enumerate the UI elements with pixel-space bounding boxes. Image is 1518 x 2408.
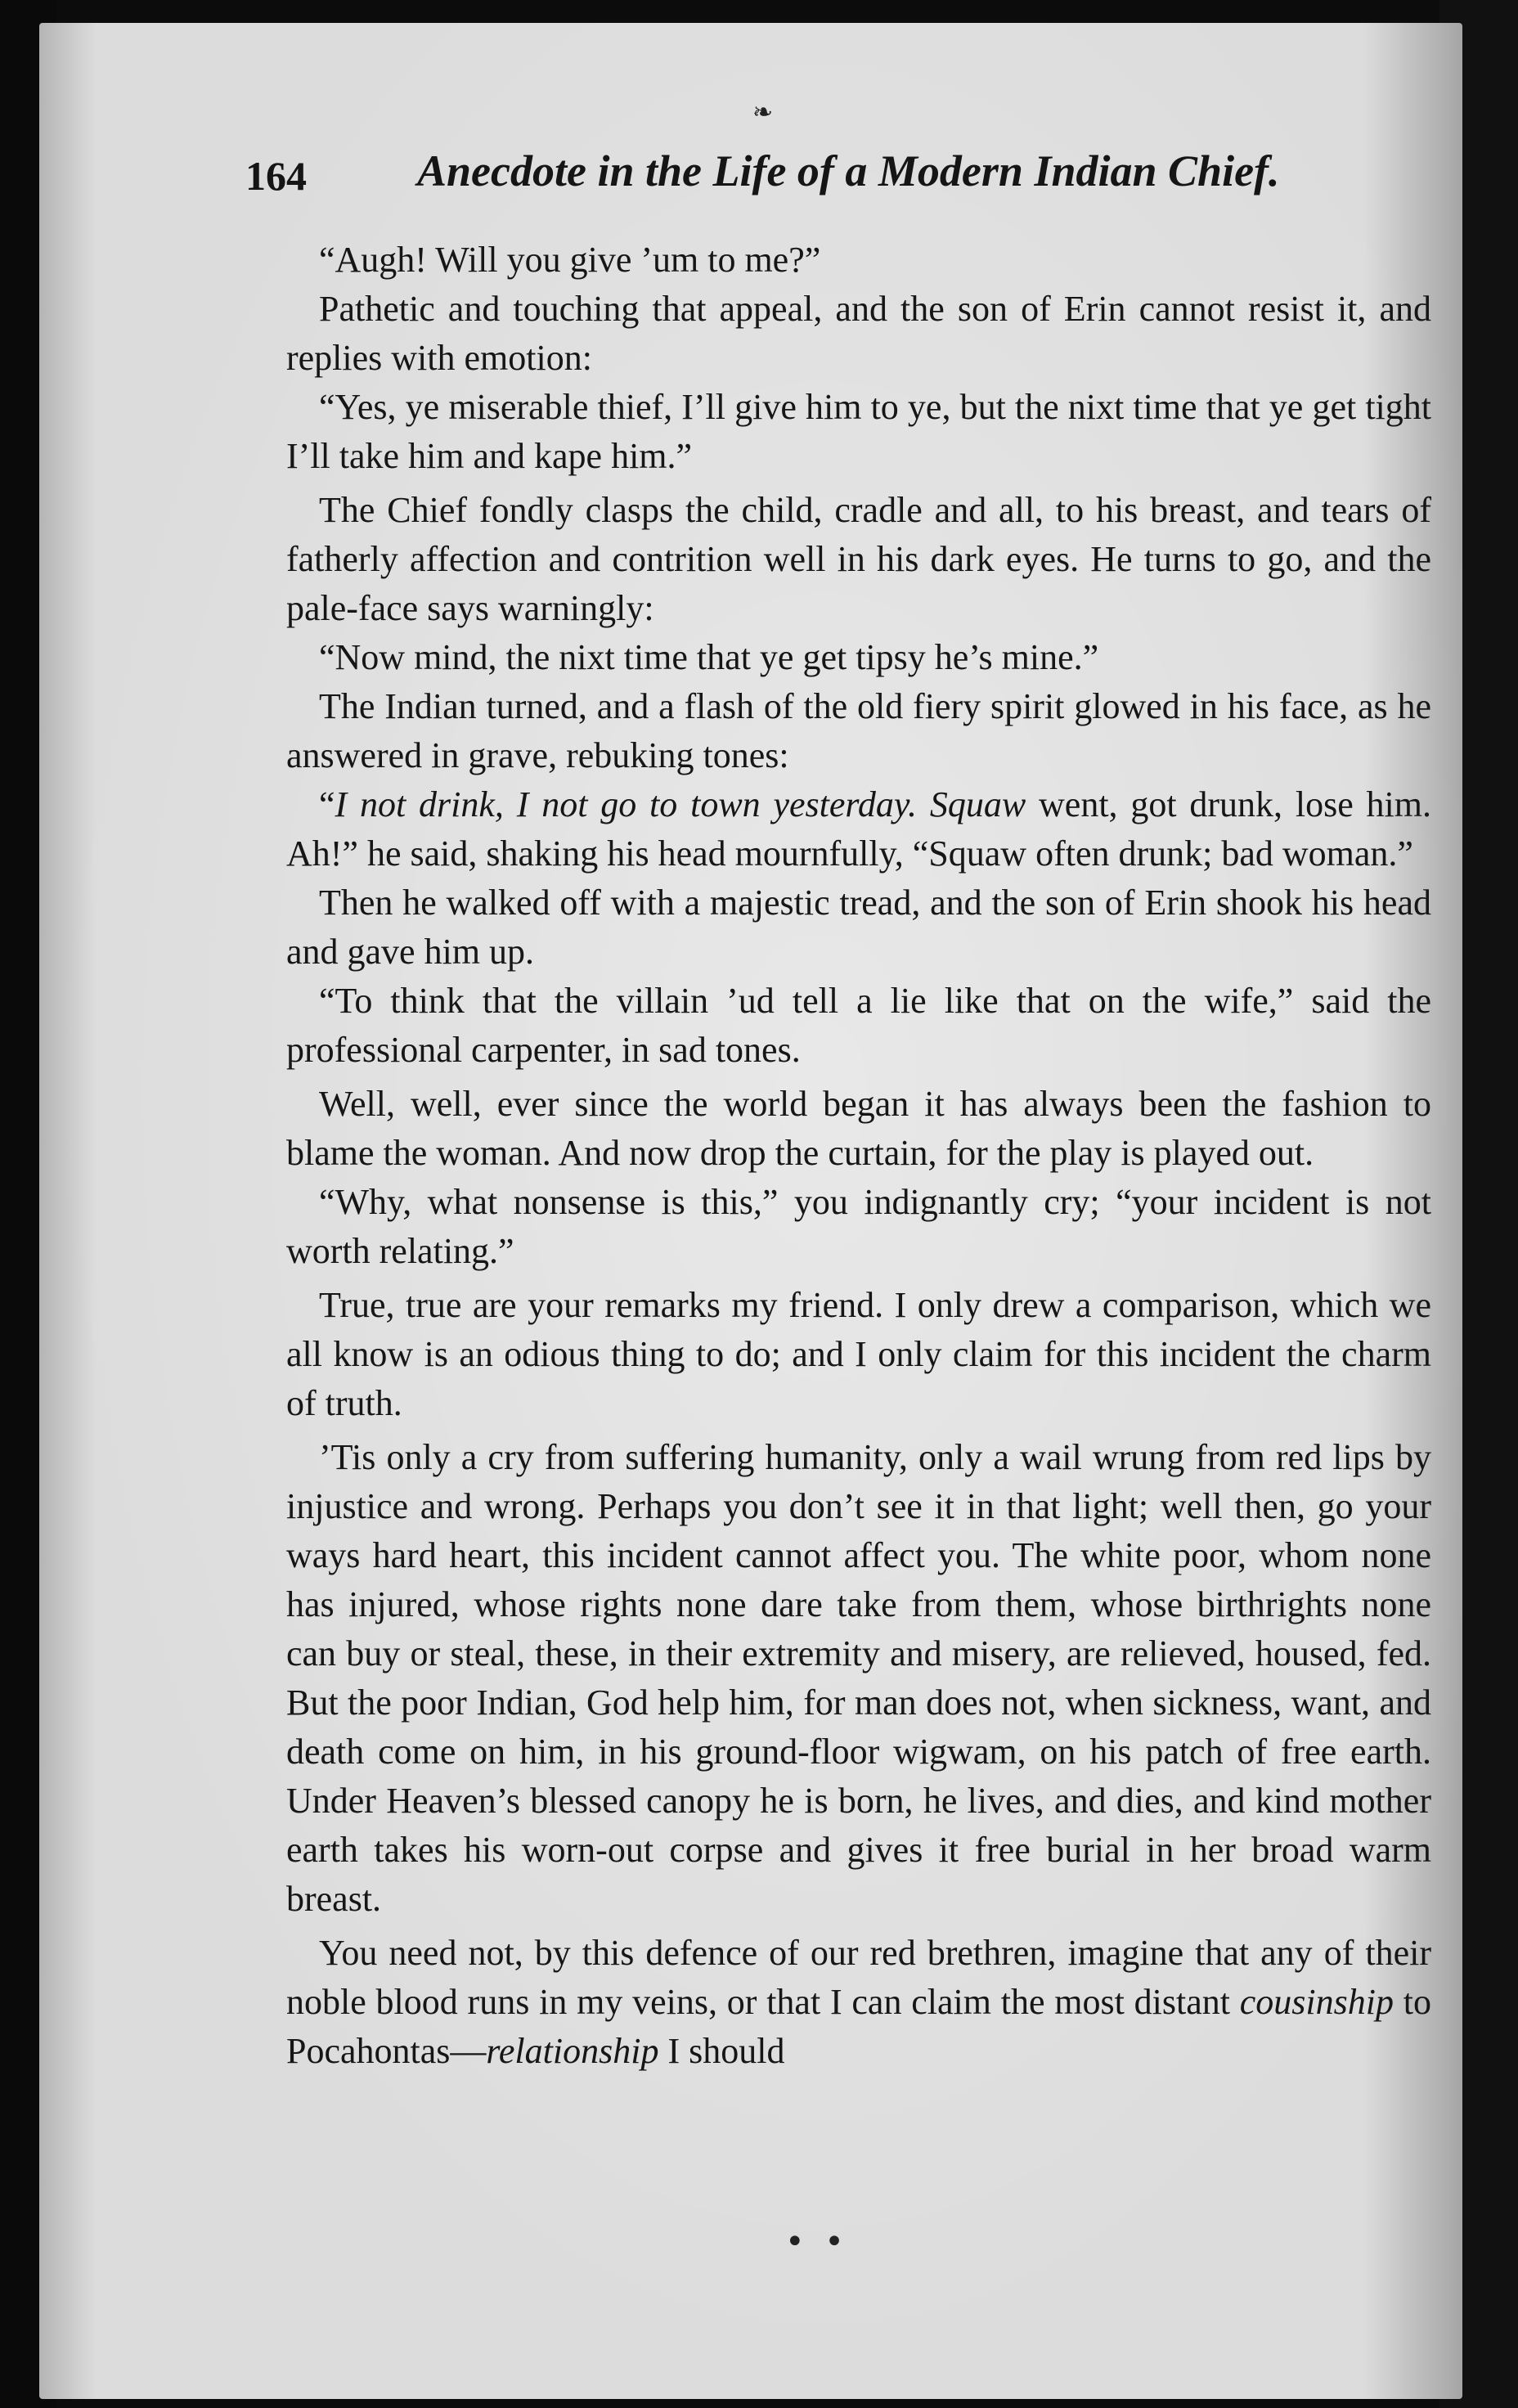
italic-run: relationship (486, 2031, 659, 2071)
text-run: “Augh! Will you give ’um to me?” (319, 240, 821, 280)
text-run: ’Tis only a cry from suffering humanity, only a wail wrung from red lips by injustice and wrong. Perhaps you don’t see it in that light; well then, go your ways hard heart, this incident cannot affect you. The white poor, whom none has injured, whose rights none dare take from them, whose birthrights none can buy or steal, these, in their extremity and misery, are relieved, housed, fed. But the poor Indian, God help him, for man does not, when sickness, want, and death come on him, in his ground-floor wigwam, on his patch of free earth. Under Heaven’s blessed canopy he is born, he lives, and dies, and kind mother earth takes his worn-out corpse and gives it free burial in her broad warm breast. (286, 1437, 1431, 1919)
running-header (245, 146, 1374, 211)
paragraph (286, 1433, 1431, 1924)
paragraph (286, 486, 1431, 633)
paragraph (286, 1178, 1431, 1276)
text-run: Pathetic and touching that appeal, and the son of Erin cannot resist it, and replies with emotion: (286, 289, 1431, 378)
text-run: The Chief fondly clasps the child, cradle and all, to his breast, and tears of fatherly affection and contrition well in his dark eyes. He turns to go, and the pale-face says warningly: (286, 490, 1431, 628)
body-text (286, 236, 1431, 2076)
text-run: I should (658, 2031, 785, 2071)
text-run: You need not, by this defence of our red brethren, imagine that any of their noble blood runs in my veins, or that I can claim the most distant (286, 1933, 1431, 2022)
text-run: to Pocahontas— (286, 1982, 1431, 2071)
running-title: Anecdote in the Life of a Modern Indian Chief. (417, 146, 1280, 195)
text-run: “ (319, 784, 335, 824)
paragraph (286, 682, 1431, 780)
paragraph (286, 633, 1431, 682)
text-run (917, 784, 930, 824)
paragraph (286, 236, 1431, 285)
text-run: Then he walked off with a majestic tread, and the son of Erin shook his head and gave him up. (286, 883, 1431, 972)
italic-run: cousinship (1239, 1982, 1394, 2022)
text-run: “Now mind, the nixt time that ye get tipsy he’s mine.” (319, 637, 1099, 677)
paragraph (286, 285, 1431, 383)
italic-run: Squaw (929, 784, 1026, 824)
text-run: “To think that the villain ’ud tell a lie like that on the wife,” said the professional carpenter, in sad tones. (286, 981, 1431, 1070)
text-run: “Why, what nonsense is this,” you indignantly cry; “your incident is not worth relating.” (286, 1182, 1431, 1271)
page-number: 164 (245, 153, 307, 199)
paragraph (286, 1080, 1431, 1178)
paragraph (286, 977, 1431, 1075)
bottom-mark: • • (785, 2223, 849, 2261)
paragraph (286, 780, 1431, 878)
text-run: True, true are your remarks my friend. I only drew a comparison, which we all know is an odious thing to do; and I only claim for this incident the charm of truth. (286, 1285, 1431, 1423)
paragraph (286, 878, 1431, 977)
text-run: “Yes, ye miserable thief, I’ll give him to ye, but the nixt time that ye get tight I’ll take him and kape him.” (286, 387, 1431, 476)
text-run: The Indian turned, and a flash of the old fiery spirit glowed in his face, as he answered in grave, rebuking tones: (286, 686, 1431, 775)
text-run: went, got drunk, lose him. Ah!” he said, shaking his head mournfully, “Squaw often drunk; bad woman.” (286, 784, 1432, 874)
paragraph (286, 383, 1431, 481)
paragraph (286, 1929, 1431, 2076)
ornament-glyph: ❧ (752, 98, 774, 127)
paragraph (286, 1281, 1431, 1428)
italic-run: I not drink, I not go to town yesterday. (335, 784, 918, 824)
text-run: Well, well, ever since the world began it has always been the fashion to blame the woman. And now drop the curtain, for the play is played out. (286, 1084, 1431, 1173)
